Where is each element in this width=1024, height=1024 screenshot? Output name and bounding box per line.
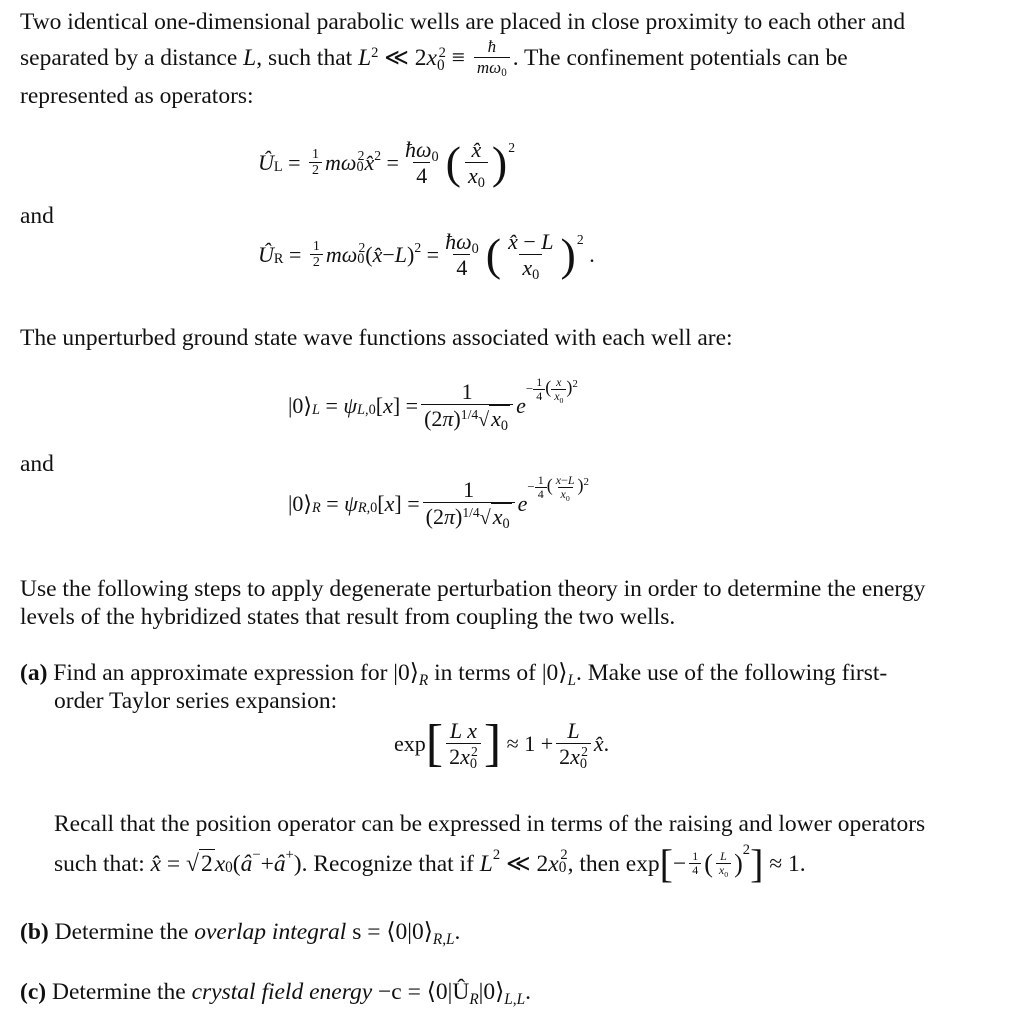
part-a-recall-2-a: such that:: [54, 850, 145, 877]
part-a-line-2: order Taylor series expansion:: [54, 688, 338, 714]
part-a-sub-L: L: [567, 671, 576, 689]
part-a-line-1: [20, 659, 887, 687]
equation-U-L: Û L = $\frac{1}{2}$ mω 0 2 x̂ 2 = $\frac{ħ\omega 0}{4}$ ( $\frac{x̂}{x0}$ ) 2: [258, 137, 516, 192]
intro-line-2-c: . The confinement potentials can be: [512, 45, 848, 71]
part-a-recall-1: Recall that the position operator can be expressed in terms of the raising and lower operators: [54, 811, 926, 837]
part-c-text-b: −c = ⟨0|Û: [372, 979, 470, 1005]
part-a-line-1-text: Find an approximate expression for |0⟩: [53, 660, 419, 686]
part-a-line-1-end: . Make use of the following first-: [575, 660, 888, 686]
part-c-italic: crystal field energy: [191, 979, 373, 1005]
part-b-text-b: s = ⟨0|0⟩: [346, 919, 433, 945]
intro-line-2: separated by a distance L, such that $L^2$ ≪ $2x0^2$ ≡ $\frac{ħ}{m\omega 0}$ . The confinement potentials can be: [20, 37, 848, 79]
intro-line-2-a: separated by a distance: [20, 45, 244, 71]
part-c-end: .: [525, 979, 531, 1005]
wavefunctions-intro: The unperturbed ground state wave functions associated with each well are:: [20, 325, 733, 351]
part-a-recall-2-c: , then exp: [567, 850, 660, 877]
part-b-sub: R,L: [432, 930, 455, 948]
equation-psi-L: |0⟩ L = ψ L,0 [ x ] = $\frac{1}{(2\pi)^{1/4}√x0}$ e − $\frac{1}{4}$ ( $\frac{x}{x0}$ )$^2$: [288, 375, 578, 435]
part-a-label: (a): [20, 660, 48, 686]
part-a-recall-2-b: . Recognize that if: [301, 850, 474, 877]
equation-U-R: Û R = $\frac{1}{2}$ mω 0 2 ( x̂ − L ) 2 = $\frac{ħ\omega 0}{4}$ ( $\frac{x̂ - L}{x0}$ ) 2 .: [258, 229, 595, 284]
steps-intro-line-1: Use the following steps to apply degenerate perturbation theory in order to determine the energy: [20, 576, 926, 602]
and-1: and: [20, 203, 54, 229]
part-b-text-a: Determine the: [54, 919, 195, 945]
part-a-recall-2: such that: x̂ = √ 2 x 0 ( â − + â + ) . Recognize that if L 2 ≪ 2 x 0 2 , then exp [ − $\frac{1}{4}$ ( $\frac{L}{x0}$ ) 2 ] ≈ 1.: [54, 841, 806, 886]
and-2: and: [20, 451, 54, 477]
part-a-recall-2-d: ≈ 1.: [769, 850, 806, 877]
part-b-label: (b): [20, 919, 49, 945]
part-c-label: (c): [20, 979, 47, 1005]
part-c: [20, 978, 531, 1006]
part-b-end: .: [454, 919, 461, 945]
part-b-italic: overlap integral: [194, 919, 347, 945]
part-c-sub-R: R: [469, 990, 479, 1008]
intro-line-3: represented as operators:: [20, 83, 254, 109]
part-a-sub-R: R: [418, 671, 429, 689]
part-a-line-1-mid: in terms of |0⟩: [428, 660, 568, 686]
steps-intro-line-2: levels of the hybridized states that result from coupling the two wells.: [20, 604, 676, 630]
intro-line-1: Two identical one-dimensional parabolic wells are placed in close proximity to each other and: [20, 9, 906, 35]
intro-line-2-b: , such that: [256, 45, 359, 71]
part-c-text-c: |0⟩: [478, 979, 505, 1005]
equation-taylor: exp [ $\frac{\text{L x}}{2x0^2}$ ] ≈ 1 + $\frac{L}{2x0^2}$ x̂ .: [394, 715, 610, 773]
part-c-text-a: Determine the: [51, 979, 192, 1005]
intro-L: L: [243, 45, 257, 71]
hbar-over-m-omega: $\frac{ħ}{m\omega 0}$: [474, 38, 510, 77]
part-b: [20, 918, 460, 946]
part-c-sub: L,L: [504, 990, 526, 1008]
equation-psi-R: |0⟩ R = ψ R,0 [ x ] = $\frac{1}{(2\pi)^{1/4}√x0}$ e − $\frac{1}{4}$ ( $\frac{x-L}{x0}$ )$^2$: [288, 473, 590, 533]
